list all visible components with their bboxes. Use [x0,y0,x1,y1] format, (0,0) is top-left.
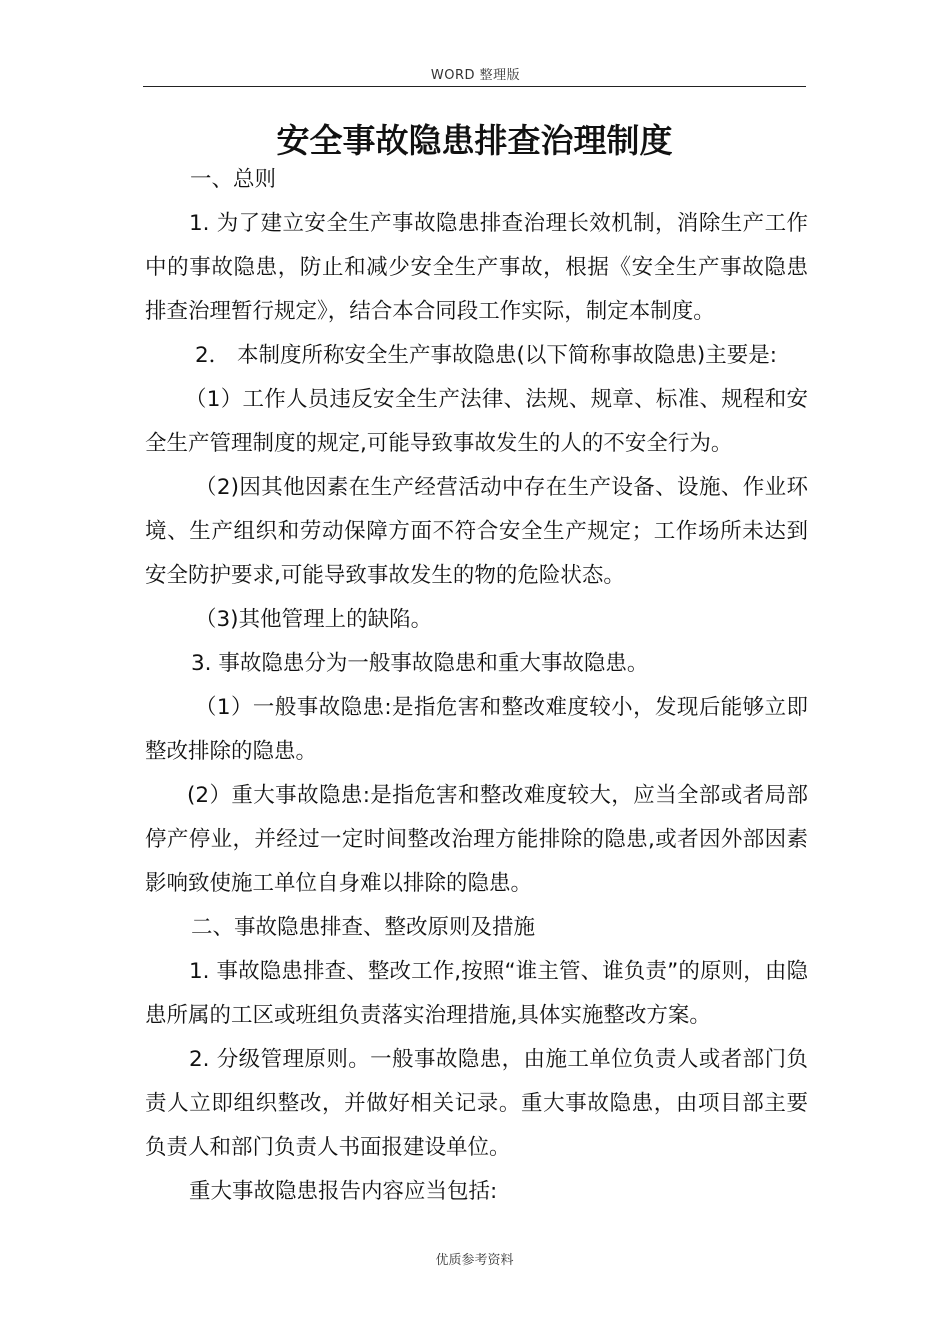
document-title: 安全事故隐患排查治理制度 [276,121,673,160]
paragraph-graded-management: 2. 分级管理原则。一般事故隐患，由施工单位负责人或者部门负责人立即组织整改，并做好相关记录。重大事故隐患，由项目部主要负责人和部门负责人书面报建设单位。 [145,1047,808,1160]
paragraph-definition-item-3: （3)其他管理上的缺陷。 [195,607,433,632]
paragraph-major-hazard: (2）重大事故隐患:是指危害和整改难度较大，应当全部或者局部停产停业，并经过一定时间整改治理方能排除的隐患,或者因外部因素影响致使施工单位自身难以排除的隐患。 [145,783,808,896]
section-heading-general: 一、总则 [190,167,277,192]
page-footer: 优质参考资料 [435,1253,514,1268]
paragraph-definition: 2． 本制度所称安全生产事故隐患(以下简称事故隐患)主要是: [195,343,778,368]
paragraph-definition-item-1: （1）工作人员违反安全生产法律、法规、规章、标准、规程和安全生产管理制度的规定,可能导致事故发生的人的不安全行为。 [145,387,808,456]
paragraph-report-contents: 重大事故隐患报告内容应当包括: [189,1179,498,1204]
header-label: WORD 整理版 [430,68,521,83]
paragraph-classification: 3. 事故隐患分为一般事故隐患和重大事故隐患。 [191,651,649,676]
paragraph-responsibility: 1. 事故隐患排查、整改工作,按照“谁主管、谁负责”的原则，由隐患所属的工区或班组负责落实治理措施,具体实施整改方案。 [145,959,808,1028]
paragraph-definition-item-2: （2)因其他因素在生产经营活动中存在生产设备、设施、作业环境、生产组织和劳动保障方面不符合安全生产规定；工作场所未达到安全防护要求,可能导致事故发生的物的危险状态。 [145,475,808,588]
document-body [145,158,808,1214]
paragraph-general-hazard: （1）一般事故隐患:是指危害和整改难度较小，发现后能够立即整改排除的隐患。 [145,695,808,764]
section-heading-principles: 二、事故隐患排查、整改原则及措施 [191,915,536,940]
paragraph-purpose: 1. 为了建立安全生产事故隐患排查治理长效机制，消除生产工作中的事故隐患，防止和减少安全生产事故，根据《安全生产事故隐患排查治理暂行规定》，结合本合同段工作实际，制定本制度。 [145,211,808,324]
header-divider [143,86,806,87]
